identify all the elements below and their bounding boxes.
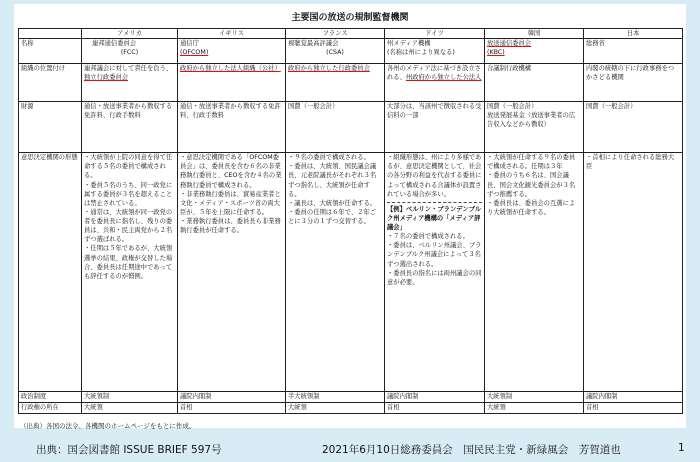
- cell-ministry: 首相: [584, 403, 683, 414]
- footer-meeting: 2021年6月10日総務委員会 国民民主党・新緑風会 芳賀道也: [322, 444, 621, 456]
- cell-ministry: 首相: [385, 403, 485, 414]
- position-text: 各州のメディア法に基づき設立される、: [387, 65, 481, 82]
- country-header: 日本: [584, 29, 683, 39]
- country-header: アメリカ: [82, 29, 178, 39]
- slide-footer: [0, 431, 700, 462]
- row-label: 政治制度: [19, 392, 82, 403]
- position-highlight: 州政府から独立した公法人: [405, 74, 482, 82]
- table-row-position: [19, 64, 683, 102]
- cell-system: 議院内閣制: [178, 392, 286, 403]
- cell-finance-fr: 国費（一般会計）: [286, 102, 385, 153]
- table-row-decision: [19, 153, 683, 392]
- cell-decision-us: ・大統領が上院の同意を得て任命する５名の委員で構成される。 ・委員５名のうち、同一政党に属する委員が３名を超えることは禁止されている。 ・通常は、大統領が同一政党の者を委員長に指名し、残りの委員は、共和・民主両党から２名ずつ選ばれる。 ・任期は５年であるが、大統領選挙の結果、政権が交替した場合、委員長は任期途中であっても辞任するのが慣例。: [82, 153, 178, 392]
- cell-finance-uk: 通信・放送事業者から徴収する免許料、行政手数料: [178, 102, 286, 153]
- table-row-system: [19, 392, 683, 403]
- cell-position-de: [385, 64, 485, 102]
- cell-decision-kr: ・大統領が任命する９名の委員で構成される。任期は３年 ・委員のうち６名は、国会議長、国会文化観光委員会が３名ずつ推薦する。 ・委員長は、委員会の互選により大統領が任命する。: [485, 153, 584, 392]
- cell-system: 半大統領制: [286, 392, 385, 403]
- cell-finance-de: 大部分は、当該州で徴収される受信料の一部: [385, 102, 485, 153]
- table-row-ministry: [19, 403, 683, 414]
- country-header: フランス: [286, 29, 385, 39]
- position-highlight: 政府から独立した法人組織（公社）: [180, 65, 281, 73]
- dashed-divider: [387, 202, 482, 203]
- cell-position-uk: [178, 64, 286, 102]
- position-text: 連邦議会に対して責任を負う、: [84, 65, 173, 73]
- cell-system: 大統領制: [82, 392, 178, 403]
- row-label: 組織の位置付け: [19, 64, 82, 102]
- cell-decision-jp: ・首相により任命される総務大臣: [584, 153, 683, 392]
- header-row: [19, 29, 683, 39]
- corner-cell: [19, 29, 82, 39]
- country-header: イギリス: [178, 29, 286, 39]
- name-abbr: (FCC): [120, 49, 139, 57]
- name-abbr: (OFCOM): [180, 49, 209, 57]
- cell-system: 議院内閣制: [584, 392, 683, 403]
- cell-system: 議院内閣制: [385, 392, 485, 403]
- cell-position-kr: [485, 64, 584, 102]
- source-note: （出典）各国の法令、各機関のホームページをもとに作成。: [20, 422, 196, 430]
- cell-decision-de: [385, 153, 485, 392]
- document-page: [14, 4, 686, 428]
- row-label: 意思決定機関の形態: [19, 153, 82, 392]
- position-highlight: 独立行政委員会: [84, 74, 129, 82]
- position-highlight: 政府から独立した行政委員会: [288, 65, 370, 73]
- cell-decision-uk: ・意思決定機関である「OFCOM委員会」は、委員長を含む６名の非業務執行委員と、CEOを含む４名の業務執行委員で構成される。 ・非業務執行委員は、貿易産業者と文化・メディア・スポーツ省の両大臣が、５年を上限に任命する。 ・業務執行委員は、委員長ら非業務執行委員が任命する。: [178, 153, 286, 392]
- position-text: 合議制行政機構: [487, 65, 532, 73]
- table-row-name: [19, 39, 683, 64]
- cell-finance-kr: 国費（一般会計） 放送発展基金（放送事業者の広告収入などから徴収）: [485, 102, 584, 153]
- name-line: 総務省: [586, 40, 605, 48]
- cell-decision-fr: ・９名の委員で構成される。 ・委員は、大統領、国民議会議長、元老院議長がそれぞれ３名ずつ指名し、大統領が任命する。 ・議長は、大統領が任命する。 ・委員の任期は６年で、２年ごとに３分の１ずつ交替する。: [286, 153, 385, 392]
- row-label: 財源: [19, 102, 82, 153]
- regulator-table: [18, 28, 683, 414]
- name-abbr: (CSA): [326, 49, 344, 57]
- decision-example-detail: ・７名の委員で構成される。 ・委員は、ベルリン州議会、ブランデンブルク州議会によって３名ずつ選出される。 ・委員長の指名には両州議会の同意が必要。: [387, 233, 482, 286]
- cell-position-us: [82, 64, 178, 102]
- cell-position-jp: [584, 64, 683, 102]
- decision-summary: ・組織形態は、州により多様であるが、意思決定機関として、社会の各分野の利益を代表する委員によって構成される合議体が設置されている場合が多い。: [387, 154, 482, 198]
- cell-position-fr: [286, 64, 385, 102]
- cell-name-de: [385, 39, 485, 64]
- name-abbr: (名称は州により異なる): [387, 49, 455, 57]
- row-label: 名称: [19, 39, 82, 64]
- cell-ministry: 首相: [178, 403, 286, 414]
- country-header: ドイツ: [385, 29, 485, 39]
- cell-name-jp: [584, 39, 683, 64]
- position-text: 内閣の統轄の下に行政事務をつかさどる機関: [586, 65, 675, 82]
- cell-finance-jp: 国費（一般会計）: [584, 102, 683, 153]
- cell-name-uk: [178, 39, 286, 64]
- table-row-finance: [19, 102, 683, 153]
- document-title: 主要国の放送の規制監督機関: [291, 13, 409, 23]
- name-line: 連邦通信委員会: [92, 40, 137, 48]
- cell-ministry: 大統領: [485, 403, 584, 414]
- name-line: 視聴覚最高評議会: [288, 40, 339, 48]
- cell-system: 大統領制: [485, 392, 584, 403]
- name-line: 州メディア機構: [387, 40, 431, 48]
- decision-example-heading: 【例】ベルリン・ブランデンブルク州メディア機構の「メディア評議会」: [387, 205, 482, 231]
- cell-ministry: 大統領: [286, 403, 385, 414]
- cell-name-fr: [286, 39, 385, 64]
- cell-name-kr: [485, 39, 584, 64]
- page-number: 1: [678, 442, 685, 454]
- cell-name-us: [82, 39, 178, 64]
- cell-finance-us: 通信・放送事業者から徴収する免許料、行政手数料: [82, 102, 178, 153]
- name-line: 通信庁: [180, 40, 199, 48]
- cell-ministry: 大統領: [82, 403, 178, 414]
- row-label: 行政権の所在: [19, 403, 82, 414]
- name-abbr: (KBC): [487, 49, 505, 57]
- country-header: 韓国: [485, 29, 584, 39]
- footer-source: 出典：国会図書館 ISSUE BRIEF 597号: [36, 444, 222, 456]
- name-line: 放送通信委員会: [487, 40, 532, 48]
